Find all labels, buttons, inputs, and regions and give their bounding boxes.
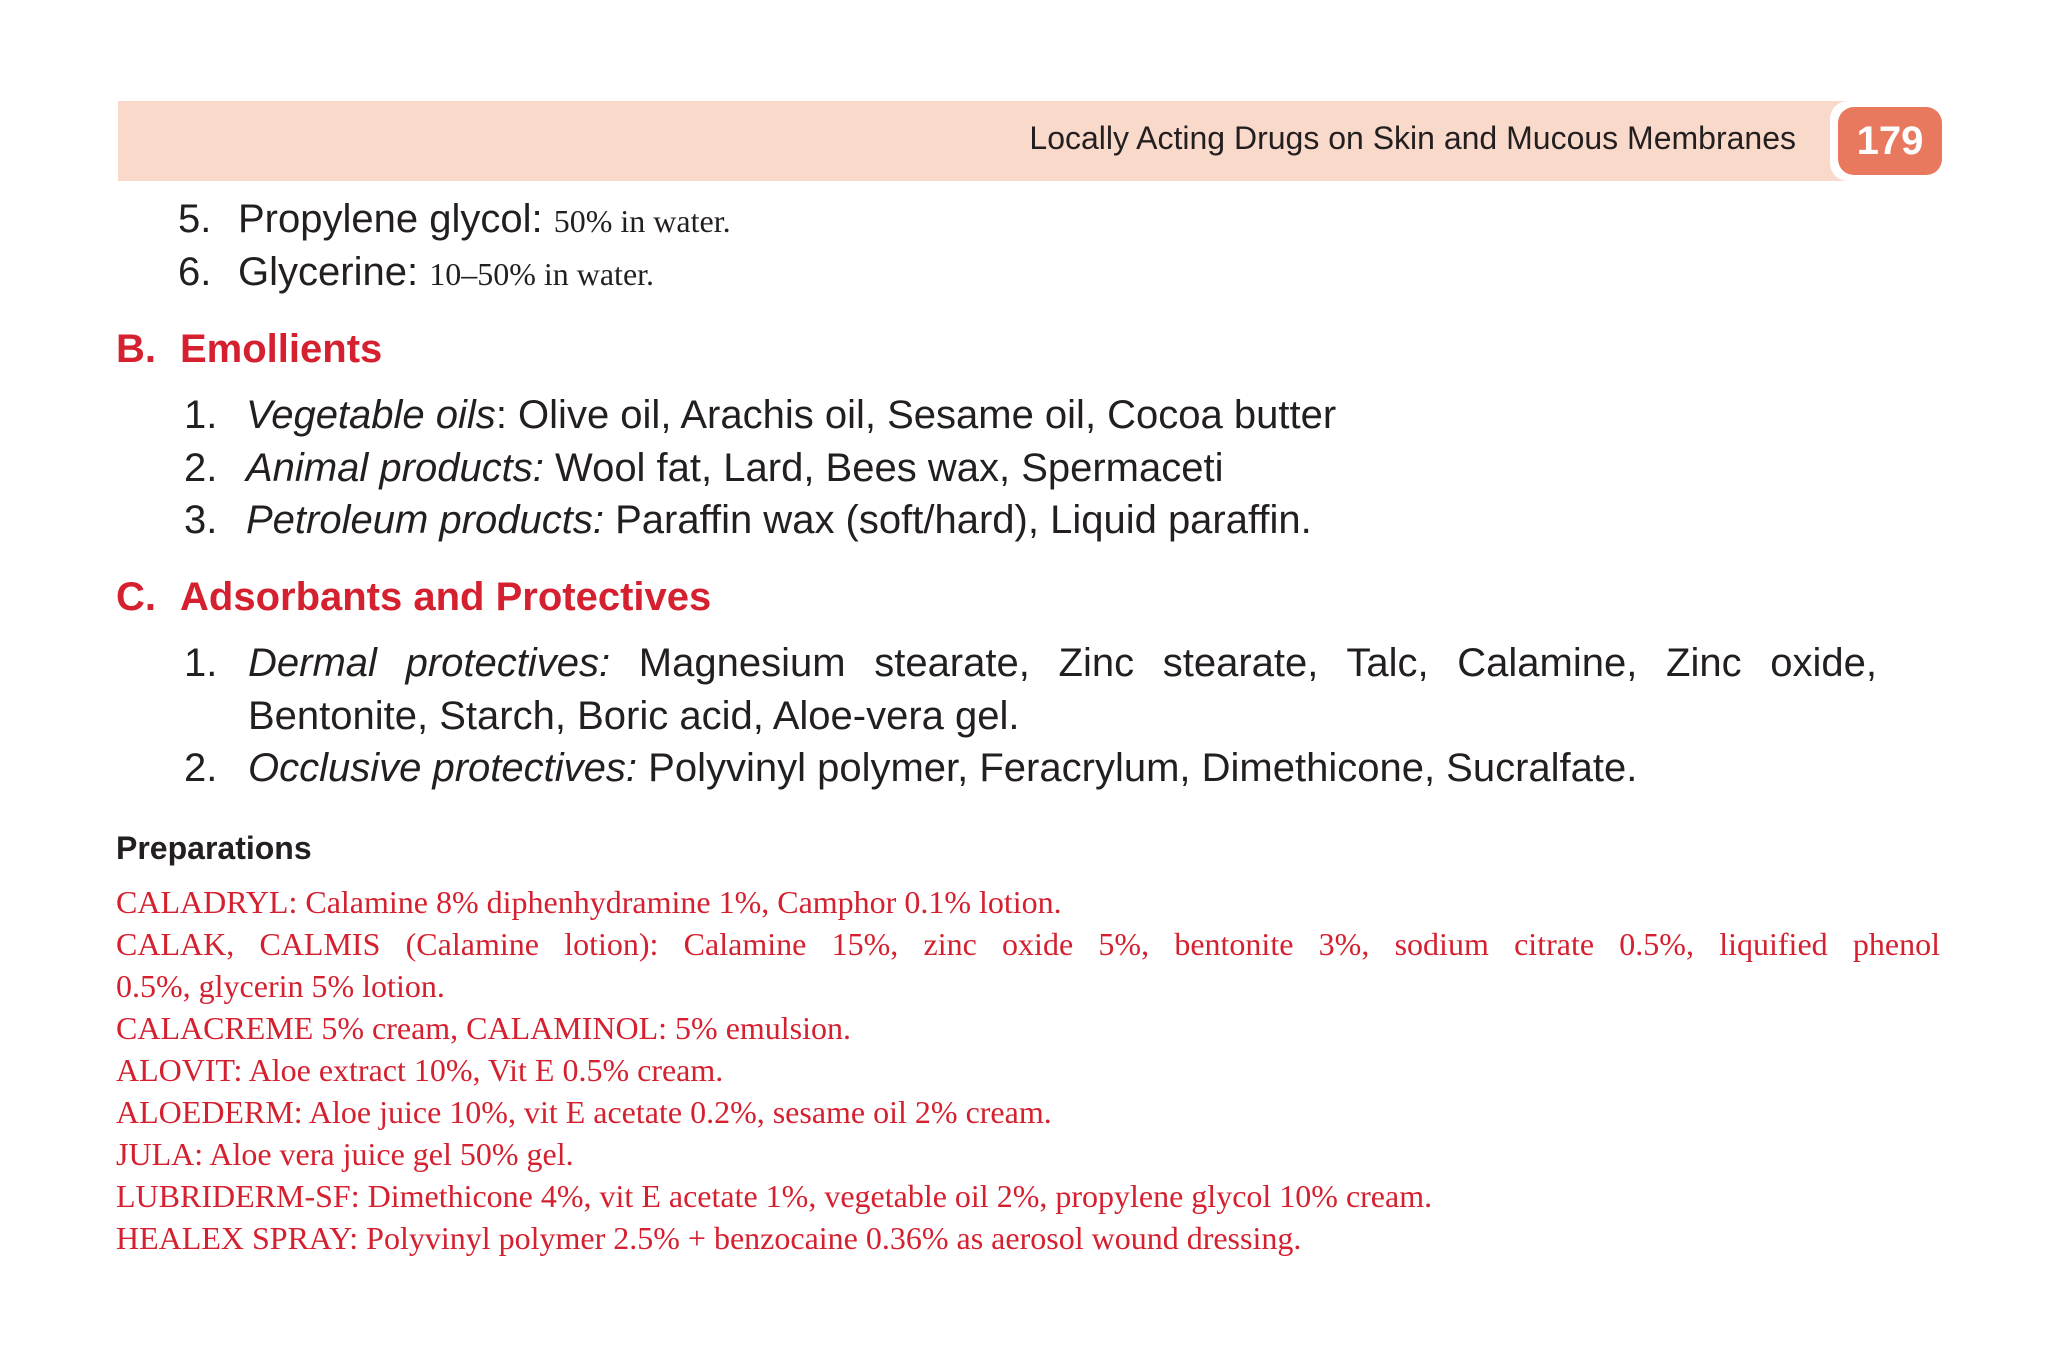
list-item: 3. Petroleum products: Paraffin wax (soft/hard), Liquid paraffin. [184, 498, 1312, 542]
preparations-title: Preparations [116, 830, 312, 866]
list-item: 6. Glycerine: 10–50% in water. [178, 250, 655, 294]
preparation-line: ALOEDERM: Aloe juice 10%, vit E acetate 0.2%, sesame oil 2% cream. [116, 1094, 1052, 1130]
preparation-line: LUBRIDERM-SF: Dimethicone 4%, vit E acetate 1%, vegetable oil 2%, propylene glycol 10% cream. [116, 1178, 1433, 1214]
value: 50% in water. [553, 203, 731, 239]
preparation-line: HEALEX SPRAY: Polyvinyl polymer 2.5% + benzocaine 0.36% as aerosol wound dressing. [116, 1220, 1302, 1256]
preparation-line: JULA: Aloe vera juice gel 50% gel. [116, 1136, 574, 1172]
value: 10–50% in water. [429, 256, 655, 292]
list-item: 1. Dermal protectives: Magnesium stearate, Zinc stearate, Talc, Calamine, Zinc oxide, [184, 641, 1877, 685]
running-header-title: Locally Acting Drugs on Skin and Mucous Membranes [1029, 120, 1796, 156]
term: Vegetable oils [246, 393, 496, 437]
term: Occlusive protectives: [248, 746, 638, 790]
list-item-continuation: Bentonite, Starch, Boric acid, Aloe-vera gel. [248, 694, 1020, 738]
term: Propylene glycol: [238, 197, 543, 241]
preparation-line: CALAK, CALMIS (Calamine lotion): Calamine 15%, zinc oxide 5%, bentonite 3%, sodium citrate 0.5%, liquified phenol [116, 926, 1940, 962]
list-item: 2. Animal products: Wool fat, Lard, Bees wax, Spermaceti [184, 446, 1224, 490]
preparation-line: ALOVIT: Aloe extract 10%, Vit E 0.5% cream. [116, 1052, 724, 1088]
term: Animal products: [246, 446, 544, 490]
term: Glycerine: [238, 250, 419, 294]
term: Dermal protectives: [248, 641, 611, 685]
preparation-line: CALADRYL: Calamine 8% diphenhydramine 1%, Camphor 0.1% lotion. [116, 884, 1062, 920]
list-item: 1. Vegetable oils: Olive oil, Arachis oil, Sesame oil, Cocoa butter [184, 393, 1337, 437]
preparation-line: CALACREME 5% cream, CALAMINOL: 5% emulsion. [116, 1010, 852, 1046]
section-heading-adsorbants: C. Adsorbants and Protectives [116, 575, 712, 619]
term: Petroleum products: [246, 498, 604, 542]
preparation-line: 0.5%, glycerin 5% lotion. [116, 968, 445, 1004]
list-item: 2. Occlusive protectives: Polyvinyl polymer, Feracrylum, Dimethicone, Sucralfate. [184, 746, 1638, 790]
page-number-badge: 179 [1838, 107, 1942, 175]
section-heading-emollients: B. Emollients [116, 327, 383, 371]
list-item: 5. Propylene glycol: 50% in water. [178, 197, 731, 241]
